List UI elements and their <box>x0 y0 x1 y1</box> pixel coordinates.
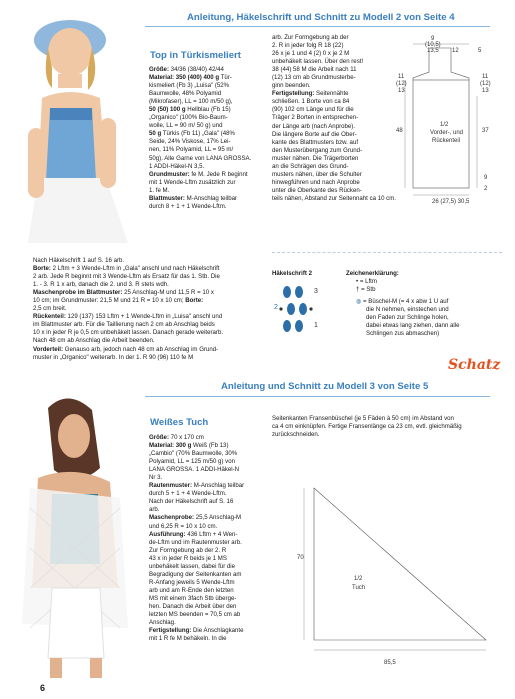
chart-row-number: 1 <box>314 322 318 329</box>
text-line: hen. Danach die Arbeit über den <box>149 602 237 610</box>
text-line: und 6,25 R = 10 x 10 cm. <box>149 522 218 530</box>
text-line: zurückschneiden. <box>272 431 320 439</box>
haekel-title: Häkelschrift 2 <box>272 270 312 277</box>
schematic-label: 48 <box>396 128 403 134</box>
text-line: de-Lftm und im Rautenmuster arb. <box>149 538 242 546</box>
schematic-label: (10,5) <box>425 42 441 48</box>
schematic-shawl <box>296 480 506 670</box>
text-line: Nach der Häkelschrift auf S. 16 <box>149 498 234 506</box>
text-line: im Blattmuster arb. Für die Taillierung nach 2 cm ab Anschlag beids <box>33 321 215 329</box>
text-line: kante des Blattmusters bzw. auf <box>272 138 359 146</box>
schematic-center-label: Rückenteil <box>432 138 461 144</box>
schematic-label: (12) <box>480 81 491 87</box>
text-line: Borte: 2 Lftm + 3 Wende-Lftm in „Gala" anschl und nach Häkelschrift <box>33 265 220 273</box>
model3-column2-text <box>272 415 504 439</box>
header-rule <box>145 396 490 397</box>
model2-title: Top in Türkismeliert <box>150 50 241 61</box>
text-line: Zur Formgebung ab der 2. R <box>149 546 227 554</box>
schematic-label: 26 (27,5) 30,5 <box>432 199 470 205</box>
text-line: Größe: 70 x 170 cm <box>149 434 204 441</box>
text-line: 2. R in jeder folg R 18 (22) <box>272 42 344 50</box>
chart-row-number: 3 <box>314 288 318 295</box>
text-line: Ausführung: 436 Lftm + 4 Wen- <box>149 530 238 538</box>
text-line: muster in „Organico" weiterarb. In der 1. R 90 (96) 110 fe M <box>33 353 194 361</box>
text-line: den Musterübergang zum Grund- <box>272 146 363 154</box>
text-line: Seitenkanten Fransenbüschel (je 5 Fäden à 50 cm) im Abstand von <box>272 415 454 422</box>
legend-item: die N nehmen, einstechen und <box>366 306 449 314</box>
text-line: unter die Oberkante des Rücken- <box>272 186 362 194</box>
text-line: Anschlag. <box>149 619 176 627</box>
schematic-label: (12) <box>396 81 407 87</box>
text-line: 50 (50) 100 g Hellblau (Fb 15) <box>149 106 231 114</box>
text-line: Träger 2 Borten in entsprechen- <box>272 114 359 122</box>
text-line: Polyamid, LL = 125 m/50 g) von <box>149 458 235 466</box>
text-line: der Länge arb (nach Anprobe). <box>272 122 356 130</box>
schematic-front-back <box>395 40 507 215</box>
section-header-model2: Anleitung, Häkelschrift und Schnitt zu Modell 2 von Seite 4 <box>187 12 455 23</box>
text-line: 26 x je 1 und 4 (2) 0 x je 2 M <box>272 50 350 58</box>
text-line: „Organico" (100% Bio-Baum- <box>149 114 228 122</box>
text-line: Nr 3. <box>149 474 163 482</box>
text-line: arb. Zur Formgebung ab der <box>272 34 349 41</box>
model-photo-top <box>8 8 143 253</box>
legend-item: † = Stb <box>356 286 376 294</box>
schematic-center-label: Vorder-, und <box>430 130 464 136</box>
chain-icon: • <box>356 278 359 285</box>
model2-intro-text <box>149 66 263 211</box>
text-line: Blattmuster: M-Anschlag teilbar <box>149 194 238 202</box>
schematic-center-label: 1/2 <box>440 122 449 128</box>
text-line: 2 arb. Jede R beginnt mit 3 Wende-Lftm als Ersatz für das 1. Stb. Die <box>33 273 220 281</box>
text-line: (12) 13 cm ab Grundmusterbe- <box>272 74 356 82</box>
text-line: 50 g Türkis (Fb 11) „Gala" (48% <box>149 130 235 138</box>
legend-item: ◍ = Büschel-M (= 4 x abw 1 U auf <box>356 298 449 306</box>
model3-title: Weißes Tuch <box>150 417 209 428</box>
text-line: Rückenteil: 129 (137) 153 Lftm + 1 Wende-Lftm in „Luisa" anschl und <box>33 313 223 321</box>
text-line: Nach Häkelschrift 1 auf S. 16 arb. <box>33 257 125 264</box>
text-line: durch 5 + 1 + 4 Wende-Lftm. <box>149 490 227 498</box>
schematic-label: 9 <box>431 36 435 42</box>
schematic-center-label: 1/2 <box>354 576 363 582</box>
text-line: Rautenmuster: M-Anschlag teilbar <box>149 482 245 490</box>
text-line: ginn beenden. <box>272 82 311 90</box>
text-line: Vorderteil: Genauso arb, jedoch nach 48 cm ab Anschlag im Grund- <box>33 345 219 353</box>
legend-item: • = Lftm <box>356 278 377 285</box>
text-line: nen, 11% Polyamid, LL = 95 m/ <box>149 146 234 154</box>
brand-logo-schatz: Schatz <box>448 357 501 373</box>
text-line: Seide, 24% Viskose, 17% Lei- <box>149 138 231 146</box>
text-line: 2,5 cm breit. <box>33 305 67 313</box>
text-line: teils nähen, Abstand zur Seitennaht ca 10 cm. <box>272 194 396 202</box>
header-rule <box>145 26 490 27</box>
chart-row-number: 2 <box>274 304 278 311</box>
cluster-stitch-icon: ◍ <box>356 298 362 306</box>
text-line: musters nähen, über die Schulter <box>272 170 362 178</box>
text-line: schließen. 1 Borte von ca 84 <box>272 98 350 106</box>
section-header-model3: Anleitung und Schnitt zu Modell 3 von Seite 5 <box>221 381 429 392</box>
model-photo-shawl <box>8 388 143 678</box>
schematic-label: 13 <box>398 88 405 94</box>
text-line: 10 cm; im Grundmuster: 21,5 M und 21 R = 10 x 10 cm; Borte: <box>33 297 204 305</box>
schematic-label: 2 <box>484 186 488 192</box>
text-line: an die Schrägen des Grund- <box>272 162 349 170</box>
text-line: (90) 102 cm Länge und für die <box>272 106 354 114</box>
schematic-label: 70 <box>297 555 304 561</box>
legend-item: dabei etwas lang ziehen, dann alle <box>366 322 460 330</box>
schematic-label: 13,5 <box>427 48 439 54</box>
text-line: (Mikrofaser), LL = 100 m/50 g), <box>149 98 233 106</box>
text-line: Material: 300 g Weiß (Fb 13) <box>149 442 229 450</box>
text-line: Nach 48 cm ab Anschlag die Arbeit beenden. <box>33 337 155 345</box>
text-line: „Cambio" (70% Baumwolle, 30% <box>149 450 238 458</box>
double-crochet-icon: † <box>356 286 360 294</box>
text-line: 38 (44) 58 M die Arbeit nach 11 <box>272 66 357 74</box>
text-line: MS mit einem 3fach Stb überge- <box>149 594 237 602</box>
text-line: hinwegführen und nach Anprobe <box>272 178 360 186</box>
schematic-label: 11 <box>398 74 405 80</box>
text-line: mit 1 Wende-Lftm zusätzlich zur <box>149 178 236 186</box>
text-line: 1 ADDI-Häkel-N 3,5. <box>149 162 205 170</box>
text-line: 1. fe M. <box>149 186 170 194</box>
text-line: Größe: 34/36 (38/40) 42/44 <box>149 66 224 73</box>
text-line: Baumwolle, 48% Polyamid <box>149 90 222 98</box>
legend-item: Schlingen zus abmaschen) <box>366 330 440 338</box>
text-line: R-Anfang jeweils 5 Wende-Lftm <box>149 578 235 586</box>
schematic-label: 11 <box>482 74 489 80</box>
schematic-center-label: Tuch <box>352 585 366 591</box>
text-line: Fertigstellung: Die Anschlagkante <box>149 627 244 635</box>
text-line: mit 1 R fe M behäkeln. In die <box>149 635 227 643</box>
text-line: 50g). Alle Garne von LANA GROSSA. <box>149 154 252 162</box>
text-line: durch 8 + 1 + 1 Wende-Lftm. <box>149 202 227 210</box>
schematic-label: 9 <box>484 175 488 181</box>
text-line: letzten MS beenden = 70,5 cm ab <box>149 611 241 619</box>
text-line: Material: 350 (400) 400 g Tür- <box>149 74 232 82</box>
text-line: unbehäkelt lassen. Über den rest! <box>272 58 364 66</box>
text-line: 43 x in jeder R beids je 1 MS <box>149 554 227 562</box>
text-line: Fertigstellung: Seitennähte <box>272 90 349 98</box>
text-line: 1. - 3. R 1 x arb, danach die 2. und 3. R stets wdh. <box>33 281 169 289</box>
section-divider <box>272 252 502 253</box>
text-line: muster nähen. Die Trägerborten <box>272 154 359 162</box>
text-line: 10 x in jeder R je 0,5 cm unbehäkelt lassen. Danach gerade weiterarb. <box>33 329 224 337</box>
text-line: arb. <box>149 506 160 514</box>
text-line: LANA GROSSA. 1 ADDI-Häkel-N <box>149 466 240 474</box>
schematic-label: 12 <box>452 48 459 54</box>
legend-title: Zeichenerklärung: <box>346 270 399 277</box>
schematic-label: 37 <box>482 128 489 134</box>
page-number: 6 <box>40 683 46 693</box>
text-line: wolle, LL = 90 m/ 50 g) und <box>149 122 223 130</box>
legend-item: den Faden zur Schlinge holen, <box>366 314 449 322</box>
text-line: Begradigung der Seitenkanten am <box>149 570 242 578</box>
model3-text <box>149 434 263 643</box>
text-line: arb und am R-Ende den letzten <box>149 586 234 594</box>
schematic-label: 85,5 <box>384 660 396 666</box>
text-line: Maschenprobe im Blattmuster: 25 Anschlag-M und 11,5 R = 10 x <box>33 289 214 297</box>
text-line: Grundmuster: fe M. Jede R beginnt <box>149 170 248 178</box>
text-line: Maschenprobe: 25,5 Anschlag-M <box>149 514 242 522</box>
text-line: unbehäkelt lassen, dabei für die <box>149 562 236 570</box>
text-line: kismeliert (Fb 3) „Luisa" (52% <box>149 82 230 90</box>
schematic-label: 13 <box>482 88 489 94</box>
model2-column2-text <box>272 34 396 203</box>
text-line: ca 4 cm einknüpfen. Fertige Fransenlänge ca 23 cm, evtl. gleichmäßig <box>272 423 462 431</box>
text-line: Die längere Borte auf die Ober- <box>272 130 357 138</box>
legend-list <box>356 278 506 338</box>
schematic-label: 5 <box>478 48 482 54</box>
model2-body-text <box>33 257 263 362</box>
